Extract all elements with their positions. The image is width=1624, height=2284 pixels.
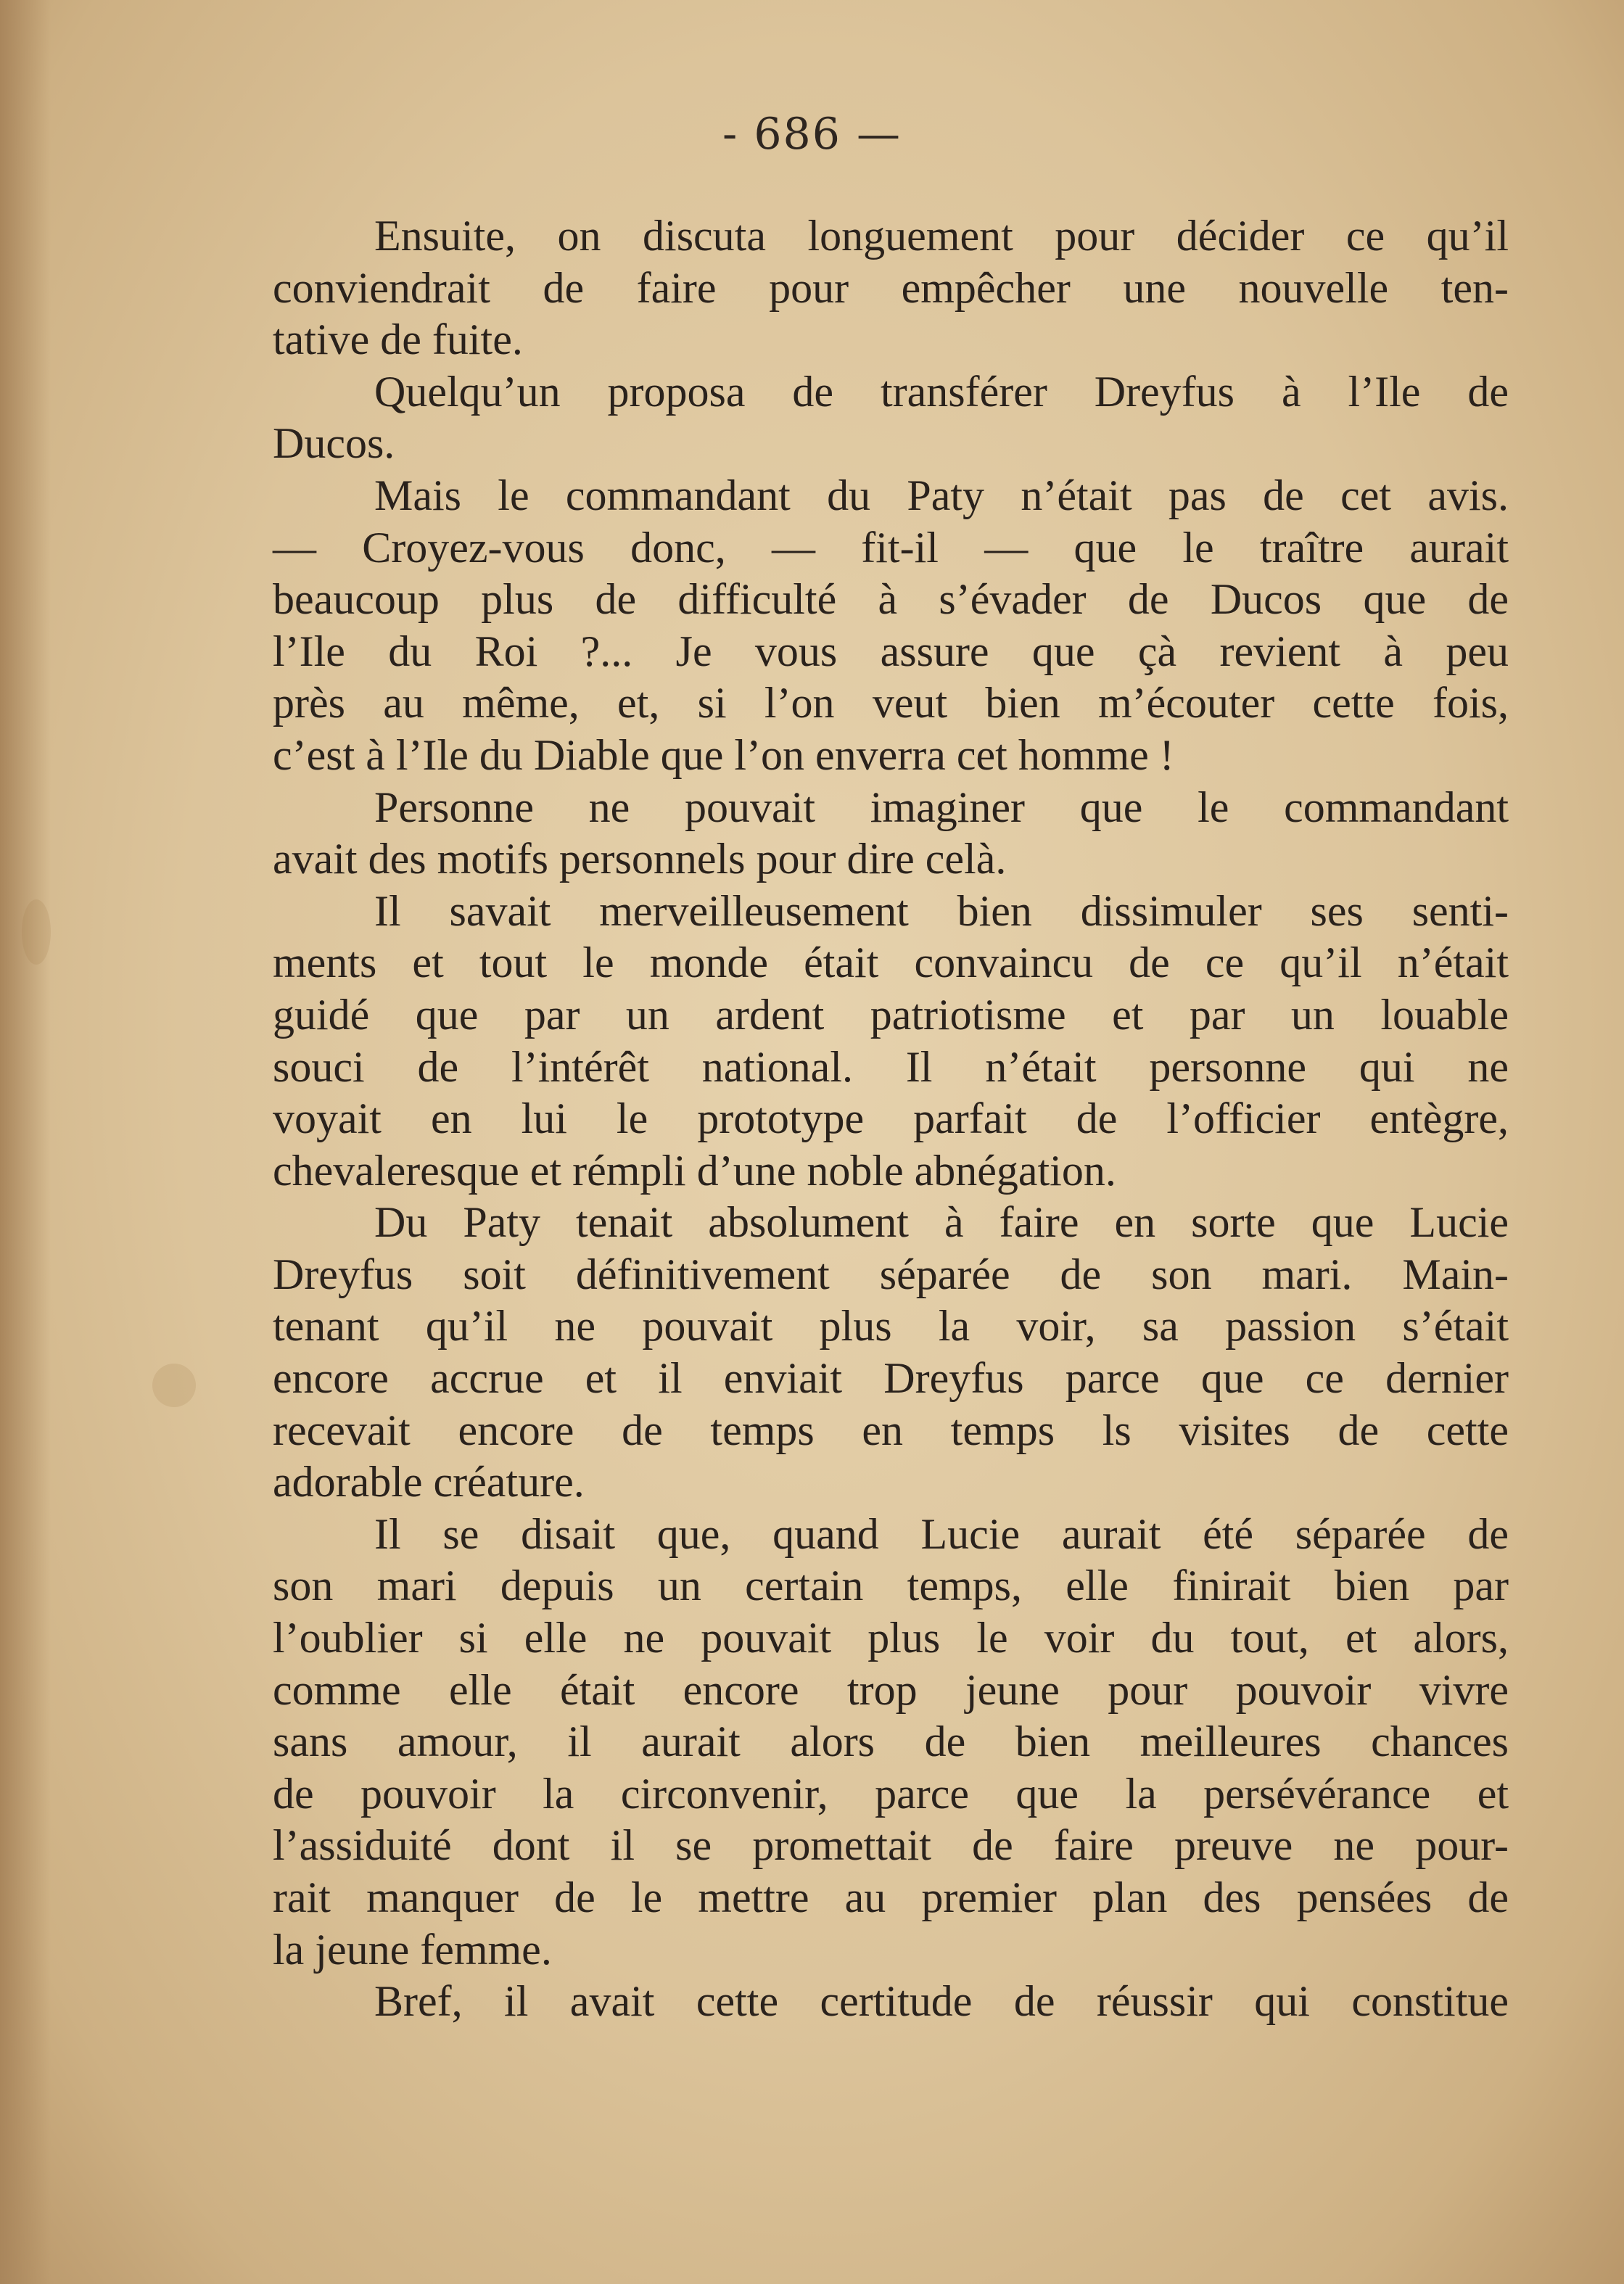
paper-stain [22,899,51,965]
text-line: près au même, et, si l’on veut bien m’écouter cette fois, [273,679,1509,727]
page-number: - 686 — [722,109,902,160]
text-line: Quelqu’un proposa de transférer Dreyfus à l’Ile de [374,367,1509,416]
text-line: la jeune femme. [273,1925,552,1974]
text-line: Mais le commandant du Paty n’était pas de cet avis. [374,471,1509,519]
text-line: adorable créature. [273,1458,585,1506]
text-line: Personne ne pouvait imaginer que le commandant [374,783,1509,831]
page-edge-shadow [0,0,51,2284]
text-line: Dreyfus soit définitivement séparée de son mari. Main- [273,1250,1509,1298]
text-line: c’est à l’Ile du Diable que l’on enverra cet homme ! [273,730,1174,779]
text-line: avait des motifs personnels pour dire celà. [273,835,1007,883]
text-line: Bref, il avait cette certitude de réussir qui constitue [374,1977,1509,2026]
text-line: tenant qu’il ne pouvait plus la voir, sa passion s’était [273,1302,1509,1351]
text-line: comme elle était encore trop jeune pour pouvoir vivre [273,1665,1509,1714]
text-line: Il savait merveilleusement bien dissimuler ses senti- [374,886,1509,935]
text-line: son mari depuis un certain temps, elle finirait bien par [273,1562,1509,1610]
text-line: tative de fuite. [273,316,523,364]
text-line: recevait encore de temps en temps ls visites de cette [273,1406,1509,1454]
text-line: Du Paty tenait absolument à faire en sorte que Lucie [374,1198,1509,1247]
text-line: souci de l’intérêt national. Il n’était personne qui ne [273,1042,1509,1091]
paper-stain [152,1364,196,1407]
text-line: — Croyez-vous donc, — fit-il — que le traître aurait [273,523,1509,572]
text-line: rait manquer de le mettre au premier plan des pensées de [273,1873,1509,1921]
text-line: Il se disait que, quand Lucie aurait été séparée de [374,1509,1509,1558]
text-line: Ducos. [273,419,395,468]
text-line: guidé que par un ardent patriotisme et par un louable [273,990,1509,1039]
text-line: conviendrait de faire pour empêcher une nouvelle ten- [273,263,1509,312]
text-line: Ensuite, on discuta longuement pour décider ce qu’il [374,212,1509,260]
text-line: voyait en lui le prototype parfait de l’officier entègre, [273,1094,1509,1143]
text-line: encore accrue et il enviait Dreyfus parce que ce dernier [273,1354,1509,1403]
text-line: chevaleresque et rémpli d’une noble abnégation. [273,1146,1116,1195]
text-line: de pouvoir la circonvenir, parce que la persévérance et [273,1769,1509,1818]
text-line: l’assiduité dont il se promettait de faire preuve ne pour- [273,1821,1509,1870]
text-line: ments et tout le monde était convaincu de ce qu’il n’était [273,939,1509,987]
text-line: beaucoup plus de difficulté à s’évader de Ducos que de [273,575,1509,624]
text-line: l’oublier si elle ne pouvait plus le voir du tout, et alors, [273,1614,1509,1662]
text-line: l’Ile du Roi ?... Je vous assure que çà revient à peu [273,627,1509,675]
text-line: sans amour, il aurait alors de bien meilleures chances [273,1718,1509,1766]
body-text [273,210,1509,2028]
